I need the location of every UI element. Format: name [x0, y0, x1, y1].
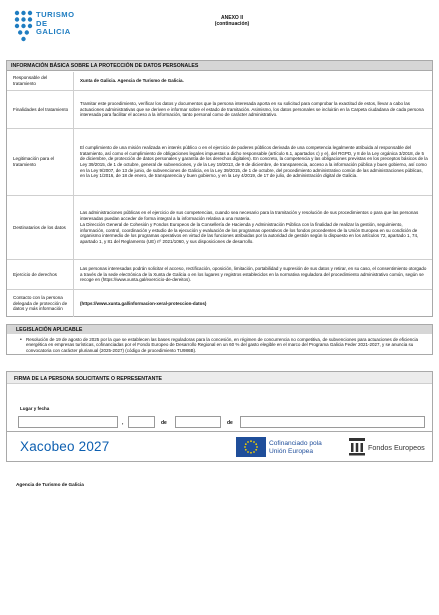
signature-section	[6, 371, 433, 432]
logo-line: GALICIA	[36, 27, 71, 37]
row-content	[80, 72, 428, 90]
table-row	[7, 129, 432, 196]
row-text: Tramitar este procedimiento, verificar los datos y documentos que la persona interesada aporta en su solicitud para comprobar la exactitud de estos, llevar a cabo las actuaciones administrativas que se deriven e informar sobre el estado de tramitación. Asimismo, los datos personales se incluirán en la Carpeta ciudadana de cada persona interesada para facilitar el acceso a la información, tanto personal como de carácter administrativo.	[80, 100, 424, 118]
eu-cofinanced-text	[269, 440, 322, 456]
table-row	[7, 260, 432, 290]
signature-title: FIRMA DE LA PERSONA SOLICITANTE O REPRESENTANTE	[7, 372, 432, 384]
row-label: Legitimación para el tratamiento	[7, 129, 74, 195]
fondos-europeos-icon	[348, 437, 366, 456]
agency-footer: Agencia de Turismo de Galicia	[16, 482, 84, 487]
privacy-info-link[interactable]: (https://www.xunta.gal/informacion-xeral-proteccion-datos)	[80, 300, 207, 306]
eu-line: Unión Europea	[269, 447, 313, 455]
place-date-label: Lugar y fecha	[20, 406, 50, 411]
data-protection-table	[6, 60, 433, 317]
row-text: Xunta de Galicia. Agencia de Turismo de Galicia.	[80, 78, 184, 84]
row-label: Responsable del tratamiento	[7, 72, 74, 90]
table-row	[7, 72, 432, 91]
day-field[interactable]	[128, 416, 155, 428]
table-row	[7, 91, 432, 129]
bullet-icon: •	[20, 337, 22, 343]
eu-flag-icon	[236, 437, 266, 457]
de-separator: de	[227, 420, 233, 426]
annex-heading	[215, 15, 249, 27]
legislation-title: LEGISLACIÓN APLICABLE	[7, 325, 432, 334]
row-text: Las personas interesadas podrán solicitar el acceso, rectificación, oposición, limitación, portabilidad y supresión de sus datos y retirar, en su caso, el consentimiento otorgado a través de la sede electrónica de la Xunta de Galicia o en los lugares y registros establecidos en la normativa reguladora del procedimiento administrativo común, según se recoge en (https://www.xunta.gal/exercicio-de-dereitos).	[80, 265, 427, 283]
year-field[interactable]	[240, 416, 425, 428]
legislation-section	[6, 324, 433, 355]
row-text: El cumplimiento de una misión realizada en interés público o en el ejercicio de poderes públicos derivada de una competencia legalmente atribuida al responsable del tratamiento, así como el cumplimiento de obligaciones legales impuestas a dicho responsable (artículo 6.1, apartados c) y e), del RGPD, y 8 de la Ley orgánica 3/2018, de 5 de diciembre, de protección de datos personales y garantía de los derechos digitales). En concreto, la competencia y las obligaciones previstas en los preceptos básicos de la Ley 39/2015, de 1 de octubre, general de subvenciones, y de la Ley 19/2013, de 9 de diciembre, de transparencia, acceso a la información pública y buen gobierno, así como en la Ley 9/2007, de 13 de junio, de subvenciones de Galicia, en la Ley 39/2015, de 1 de octubre, del procedimiento administrativo común de las administraciones públicas, en la Ley 1/2016, de 18 de enero, de transparencia y buen gobierno, y en la Ley 4/2019, de 17 de julio, de administración digital de Galicia.	[80, 144, 428, 179]
data-protection-title: INFORMACIÓN BÁSICA SOBRE LA PROTECCIÓN DE DATOS PERSONALES	[7, 61, 432, 71]
turismo-galicia-logo-mark	[14, 10, 33, 44]
table-row	[7, 196, 432, 260]
logo-wordmark	[36, 11, 75, 37]
row-text: Las administraciones públicas en el ejercicio de sus competencias, cuando sea necesario para la tramitación y resolución de sus procedimientos o para que las personas interesadas puedan acceder de forma integral a la información relativa a una materia.	[80, 210, 419, 222]
annex-title: ANEXO II	[221, 15, 243, 21]
row-content	[80, 91, 428, 128]
funding-logos-bar	[6, 432, 433, 462]
row-label: Ejercicio de derechos	[7, 260, 74, 289]
row-content	[80, 196, 428, 259]
table-row	[7, 290, 432, 317]
place-field[interactable]	[18, 416, 118, 428]
de-separator: de	[161, 420, 167, 426]
comma-separator: ,	[122, 420, 124, 426]
annex-subtitle: (continuación)	[214, 21, 250, 27]
eu-line: Cofinanciado pola	[269, 439, 322, 447]
row-label: Destinatarios de los datos	[7, 196, 74, 259]
row-content	[80, 290, 428, 317]
turismo-galicia-logo	[14, 8, 76, 48]
row-content	[80, 129, 428, 195]
xacobeo-logo: Xacobeo 2027	[20, 439, 110, 454]
legislation-item: Resolución de 19 de agosto de 2025 por la que se establecen las bases reguladoras para la concesión, en régimen de concurrencia no competitiva, de subvenciones para actuaciones de eficiencia energética en empresas turísticas, cofinanciadas por el Fondo Europeo de Desarrollo Regional en un 60 % del gasto elegible en el marco del Programa Galicia Feder 2021-2027, y se anuncia su convocatoria con carácter plurianual (2025-2027) (código de procedimiento TU986B).	[26, 336, 419, 353]
row-text: La Dirección General de Cohesión y Fondos Europeos de la Consellería de Hacienda y Administración Pública con la finalidad de realizar la gestión, seguimiento, información, control, coordinación y estudio de la ejecución y evaluación de los programas operativos de los fondos procedentes de la Unión Europea en su condición de organismo intermedio de los programas operativos en virtud de las funciones atribuidas por la autoridad de gestión según lo dispuesto en los artículos 72, apartado 1, 74, apartado 1, y 81 del Reglamento (UE) nº 2021/1060, y sus disposiciones de desarrollo.	[80, 221, 419, 244]
logo-line: DE	[36, 18, 48, 28]
row-label: Finalidades del tratamiento	[7, 91, 74, 128]
fondos-europeos-text: Fondos Europeos	[368, 443, 425, 452]
month-field[interactable]	[175, 416, 221, 428]
row-content	[80, 260, 428, 289]
logo-line: TURISMO	[36, 10, 75, 19]
row-label: Contacto con la persona delegada de protección de datos y más información	[7, 290, 74, 317]
